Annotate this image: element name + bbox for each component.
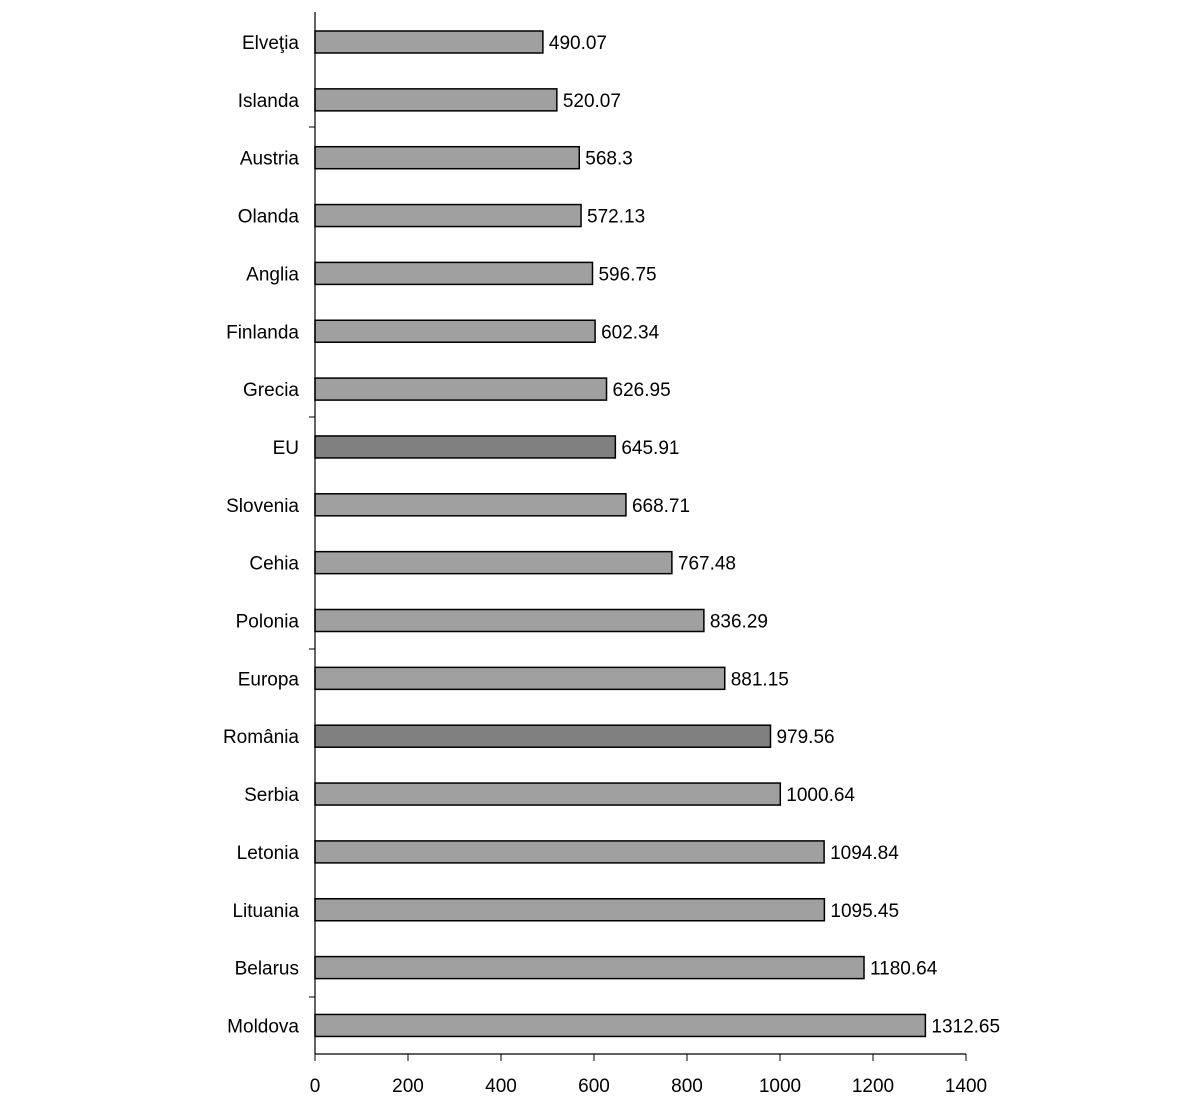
bar <box>315 841 824 863</box>
x-tick-label: 1000 <box>758 1076 802 1097</box>
x-tick-label: 0 <box>309 1076 321 1097</box>
bar <box>315 725 770 747</box>
data-label: 1312.65 <box>931 1016 1001 1038</box>
x-tick-label: 800 <box>671 1076 703 1097</box>
category-label: Islanda <box>237 90 299 112</box>
data-label: 1180.64 <box>869 958 938 980</box>
x-tick-label: 400 <box>485 1076 517 1097</box>
category-label: Moldova <box>227 1016 299 1038</box>
category-label: Europa <box>237 669 299 691</box>
data-label: 881.15 <box>730 669 789 691</box>
bar <box>315 552 672 574</box>
x-tick-labels <box>310 1076 987 1097</box>
category-label: Grecia <box>243 380 299 402</box>
data-label: 520.07 <box>562 90 621 112</box>
data-label: 626.95 <box>612 380 671 402</box>
data-label: 668.71 <box>631 495 691 517</box>
bar <box>315 957 864 979</box>
category-label: Lituania <box>232 900 299 922</box>
data-label: 1094.84 <box>830 842 899 864</box>
data-label: 568.3 <box>585 148 633 170</box>
category-label: Slovenia <box>226 495 299 517</box>
category-label: EU <box>272 437 299 459</box>
data-label: 602.34 <box>601 322 660 344</box>
category-label: Anglia <box>246 264 299 286</box>
value-labels <box>549 33 1000 1037</box>
x-tick-label: 1400 <box>944 1076 988 1097</box>
category-label: România <box>222 727 299 749</box>
category-label: Polonia <box>235 611 299 633</box>
category-label: Cehia <box>249 553 299 575</box>
category-labels <box>223 33 299 1037</box>
category-label: Elveţia <box>241 33 299 54</box>
bar <box>315 1014 925 1036</box>
data-label: 572.13 <box>587 206 646 228</box>
data-label: 596.75 <box>598 264 657 286</box>
bar <box>315 783 780 805</box>
category-label: Austria <box>239 148 299 170</box>
bar <box>315 610 704 632</box>
bar <box>315 89 557 111</box>
category-label: Serbia <box>244 785 299 807</box>
data-label: 836.29 <box>709 611 768 633</box>
bar <box>315 320 595 342</box>
bars-group <box>315 31 925 1036</box>
category-label: Letonia <box>236 842 299 864</box>
bar <box>315 667 725 689</box>
bar <box>315 378 607 400</box>
category-label: Finlanda <box>226 322 299 344</box>
data-label: 1095.45 <box>830 900 900 922</box>
x-tick-label: 200 <box>392 1076 424 1097</box>
bar <box>315 494 626 516</box>
category-label: Belarus <box>234 958 299 980</box>
data-label: 767.48 <box>677 553 737 575</box>
data-label: 979.56 <box>776 727 835 749</box>
x-tick-label: 1200 <box>851 1076 895 1097</box>
data-label: 645.91 <box>621 437 680 459</box>
x-tick-label: 600 <box>578 1076 610 1097</box>
bar <box>315 262 592 284</box>
data-label: 1000.64 <box>786 785 855 807</box>
category-label: Olanda <box>237 206 299 228</box>
bar <box>315 899 824 921</box>
bar <box>315 31 543 53</box>
bar <box>315 436 615 458</box>
bar <box>315 205 581 227</box>
data-label: 490.07 <box>548 33 608 54</box>
bar <box>315 147 579 169</box>
